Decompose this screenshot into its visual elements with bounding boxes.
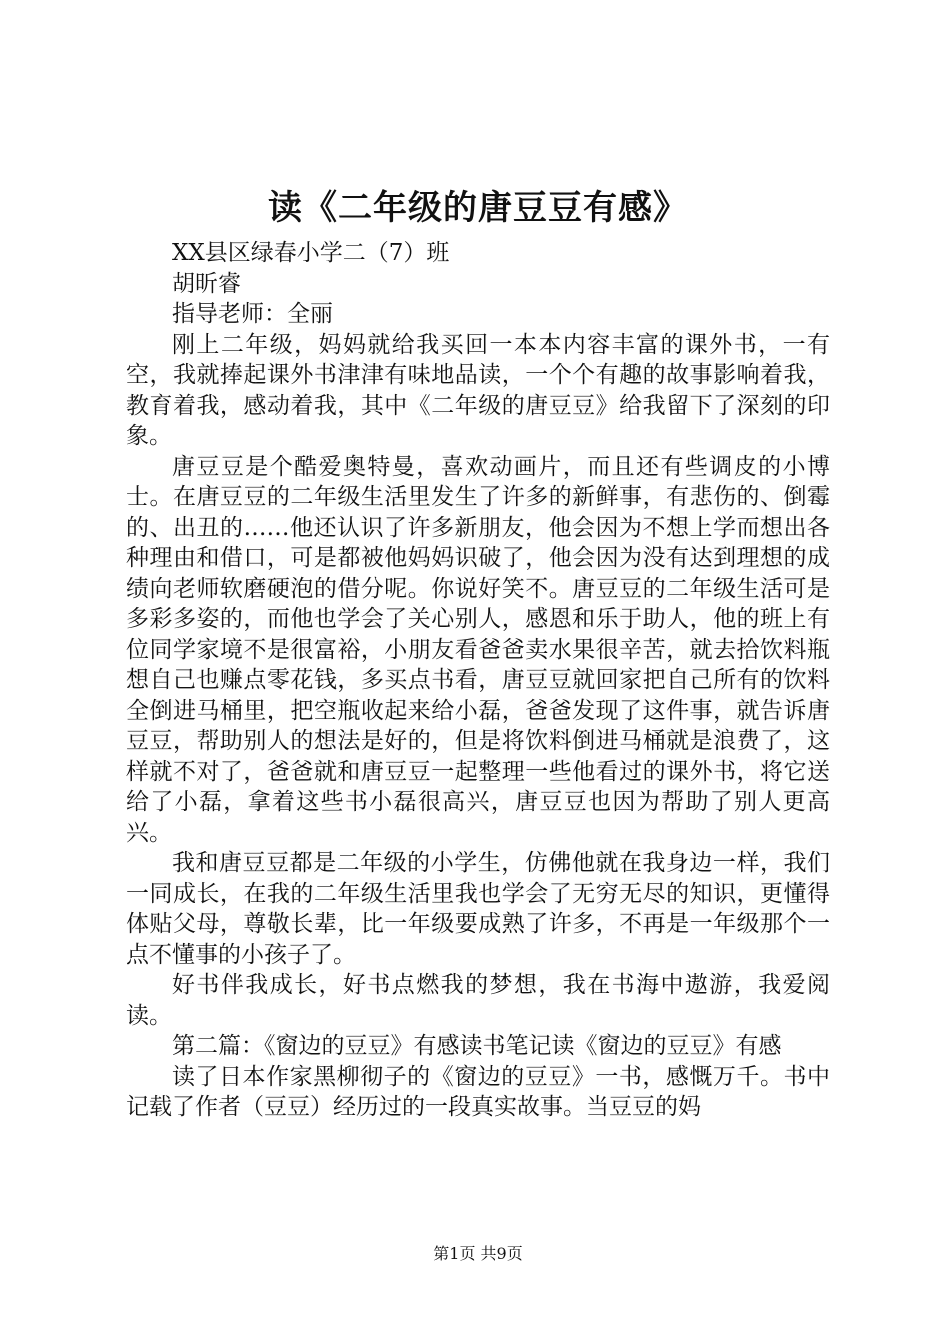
paragraph: 刚上二年级，妈妈就给我买回一本本内容丰富的课外书，一有空，我就捧起课外书津津有味地品读，一个个有趣的故事影响着我，教育着我，感动着我，其中《二年级的唐豆豆》给我留下了深刻的印象。 [126, 331, 830, 449]
paragraph: 好书伴我成长，好书点燃我的梦想，我在书海中遨游，我爱阅读。 [126, 972, 830, 1029]
section-heading: 第二篇：《窗边的豆豆》有感读书笔记读《窗边的豆豆》有感 [172, 1033, 782, 1059]
meta-author: 胡昕睿 [172, 270, 241, 297]
meta-teacher: 指导老师：全丽 [172, 301, 333, 327]
document-body [126, 238, 830, 1123]
document-title: 读《二年级的唐豆豆有感》 [268, 188, 688, 228]
meta-school: XX县区绿春小学二（7）班 [172, 240, 450, 266]
paragraph: 唐豆豆是个酷爱奥特曼，喜欢动画片，而且还有些调皮的小博士。在唐豆豆的二年级生活里发生了许多的新鲜事，有悲伤的、倒霉的、出丑的……他还认识了许多新朋友，他会因为不想上学而想出各种理由和借口，可是都被他妈妈识破了，他会因为没有达到理想的成绩向老师软磨硬泡的借分呢。你说好笑不。唐豆豆的二年级生活可是多彩多姿的，而他也学会了关心别人，感恩和乐于助人，他的班上有位同学家境不是很富裕，小朋友看爸爸卖水果很辛苦，就去拾饮料瓶想自己也赚点零花钱，多买点书看，唐豆豆就回家把自己所有的饮料全倒进马桶里，把空瓶收起来给小磊，爸爸发现了这件事，就告诉唐豆豆，帮助别人的想法是好的，但是将饮料倒进马桶就是浪费了，这样就不对了，爸爸就和唐豆豆一起整理一些他看过的课外书，将它送给了小磊，拿着这些书小磊很高兴，唐豆豆也因为帮助了别人更高兴。 [126, 453, 830, 846]
paragraph: 读了日本作家黑柳彻子的《窗边的豆豆》一书，感慨万千。书中记载了作者（豆豆）经历过的一段真实故事。当豆豆的妈 [126, 1063, 830, 1120]
page-footer: 第1页 共9页 [433, 1244, 523, 1263]
paragraph: 我和唐豆豆都是二年级的小学生，仿佛他就在我身边一样，我们一同成长，在我的二年级生活里我也学会了无穷无尽的知识，更懂得体贴父母，尊敬长辈，比一年级要成熟了许多，不再是一年级那个一点不懂事的小孩子了。 [126, 850, 830, 968]
document-page [126, 0, 830, 1344]
